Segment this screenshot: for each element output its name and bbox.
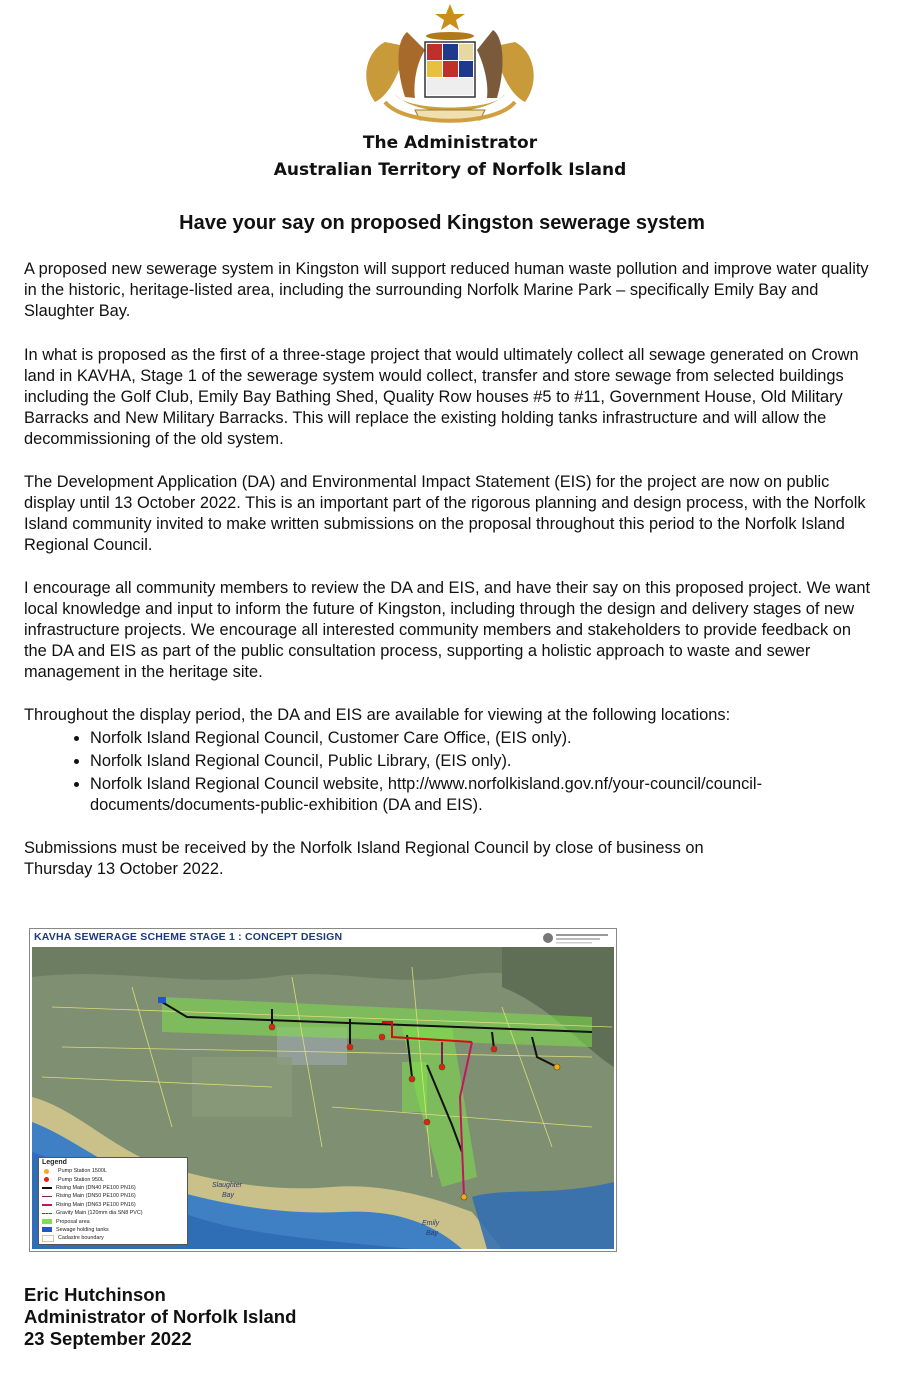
govt-logo-icon [542,931,612,945]
map-legend [38,1157,188,1245]
paragraph-stage1: In what is proposed as the first of a three-stage project that would ultimately collect all sewage generated on Crown land in KAVHA, Stage 1 of the sewerage system would collect, transfer and store sewage from selected buildings including the Golf Club, Emily Bay Bathing Shed, Quality Row houses #5 to #11, Government House, Old Military Barracks and New Military Barracks. This will replace the existing holding tanks infrastructure and will allow the decommissioning of the old system. [24,346,859,448]
legend-item: Rising Main (DN63 PE100 PN16) [39,1201,187,1209]
submissions-line-2: Thursday 13 October 2022. [24,860,224,878]
paragraph-submissions [24,838,872,880]
submissions-line-1: Submissions must be received by the Norfolk Island Regional Council by close of business on [24,839,704,857]
legend-item: Proposal area [39,1217,187,1225]
signatory-name: Eric Hutchinson [24,1284,166,1305]
legend-item: Rising Main (DN40 PE100 PN16) [39,1184,187,1192]
territory-subtitle: Australian Territory of Norfolk Island [273,160,627,180]
signatory-role: Administrator of Norfolk Island [24,1306,297,1327]
locations-intro: Throughout the display period, the DA and EIS are available for viewing at the following locations: [24,706,731,724]
map-label-emily-bay: Emily Bay [422,1220,440,1237]
legend-item: Pump Station 950L [39,1175,187,1183]
list-item: • Norfolk Island Regional Council, Customer Care Office, (EIS only). [90,728,872,749]
legend-item: Rising Main (DN50 PE100 PN16) [39,1192,187,1200]
legend-item: Gravity Main (120mm dia SN8 PVC) [39,1209,187,1217]
legend-item: Pump Station 1500L [39,1167,187,1175]
paragraph-display: The Development Application (DA) and Environmental Impact Statement (EIS) for the project are now on public display until 13 October 2022. This is an important part of the rigorous planning and design process, with the Norfolk Island community invited to make written submissions on the proposal throughout this period to the Norfolk Island Regional Council. [24,473,866,554]
headline: Have your say on proposed Kingston sewerage system [179,212,705,234]
paragraph-intro: A proposed new sewerage system in Kingston will support reduced human waste pollution and improve water quality in the historic, heritage-listed area, including the surrounding Norfolk Marine Park – specifically Emily Bay and Slaughter Bay. [24,260,869,320]
administrator-title: The Administrator [362,133,538,153]
coat-of-arms-icon [355,2,545,132]
paragraph-encourage: I encourage all community members to review the DA and EIS, and have their say on this proposed project. We want local knowledge and input to inform the future of Kingston, including through the design and delivery stages of new infrastructure projects. We encourage all interested community members and stakeholders to provide feedback on the DA and EIS as part of the public consultation process, supporting a holistic approach to waste and sewer management in the heritage site. [24,579,871,681]
map-title: KAVHA SEWERAGE SCHEME STAGE 1 : CONCEPT DESIGN [34,931,343,943]
legend-title: Legend [42,1159,67,1166]
locations-section [24,705,872,818]
legend-item: Cadastre boundary [39,1234,187,1242]
list-item[interactable]: • Norfolk Island Regional Council website, http://www.norfolkisland.gov.nf/your-council/council-documents/documents-public-exhibition (DA and EIS). [90,774,872,816]
locations-list [24,728,872,816]
map-label-slaughter-bay: Slaughter Bay [212,1182,242,1199]
list-item: • Norfolk Island Regional Council, Public Library, (EIS only). [90,751,872,772]
concept-design-map [29,928,617,1252]
signature-date: 23 September 2022 [24,1328,192,1349]
legend-item: Sewage holding tanks [39,1226,187,1234]
